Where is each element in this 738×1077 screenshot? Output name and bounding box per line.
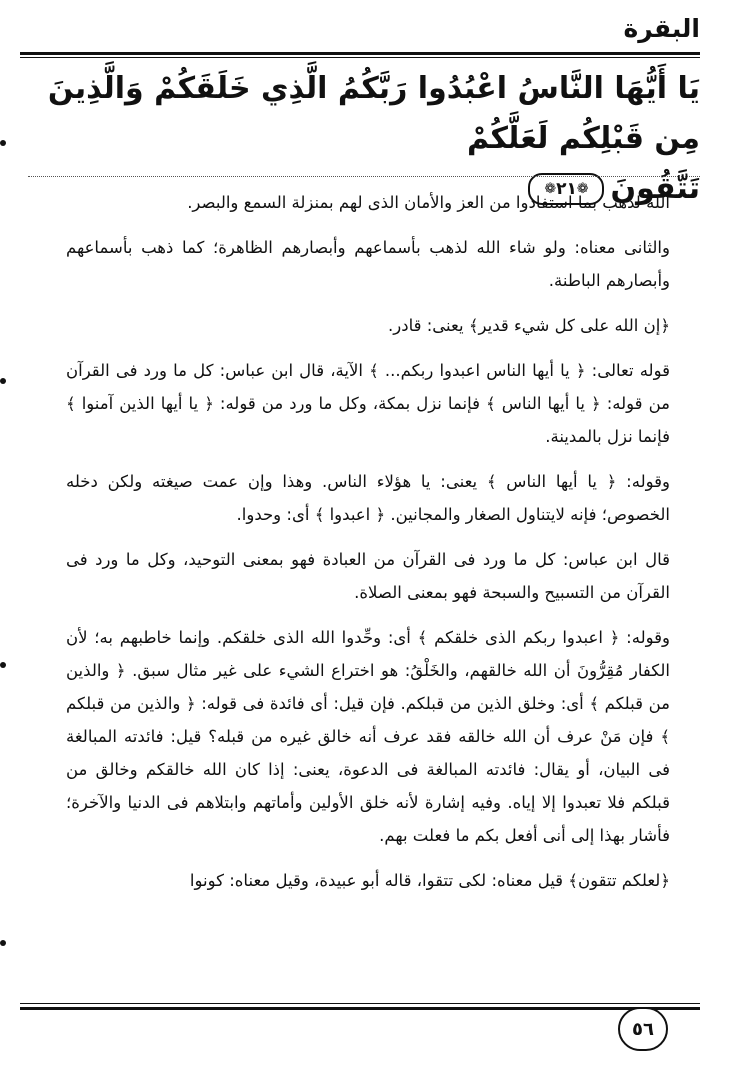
header-rule-thin <box>20 57 700 58</box>
margin-dot-icon <box>0 140 6 146</box>
paragraph: قوله تعالى: ﴿ يا أيها الناس اعبدوا ربكم... ﴾ الآية، قال ابن عباس: كل ما ورد فى القرآن من قوله: ﴿ يا أيها الناس ﴾ فإنما نزل بمكة، وكل ما ورد من قوله: ﴿ يا أيها الذين آمنوا ﴾ فإنما نزل بالمدينة. <box>66 361 670 446</box>
margin-dot-icon <box>0 662 6 668</box>
footer-rule <box>20 1007 700 1010</box>
section-divider <box>28 176 700 177</box>
margin-dot-icon <box>0 378 6 384</box>
paragraph: ﴿إن الله على كل شيء قدير﴾ يعنى: قادر. <box>388 316 670 335</box>
surah-title: البقرة <box>623 14 700 43</box>
paragraph: وقوله: ﴿ اعبدوا ربكم الذى خلقكم ﴾ أى: وحِّدوا الله الذى خلقكم. وإنما خاطبهم به؛ لأن الكفار مُقِرُّونَ أن الله خالقهم، والخَلْقُ: هو اختراع الشيء على غير مثال سبق. ﴿ والذين من قبلكم ﴾ أى: وخلق الذين من قبلكم. فإن قيل: أى فائدة فى قوله: ﴿ والذين من قبلكم ﴾ فإن مَنْ عرف أن الله خالقه فقد عرف أنه خالق غيره من قبله؟ قيل: فائدته المبالغة فى البيان، أو يقال: فائدته المبالغة فى الدعوة، يعنى: إذا كان الله خالقكم وخالق من قبلكم فلا تعبدوا إلا إياه. وفيه إشارة لأنه خلق الأولين وأماتهم وابتلاهم فى الدنيا والآخرة؛ فأشار بهذا إلى أنى أفعل بكم ما فعلت بهم. <box>66 628 670 845</box>
commentary-text <box>66 186 670 909</box>
paragraph: وقوله: ﴿ يا أيها الناس ﴾ يعنى: يا هؤلاء الناس. وهذا وإن عمت صيغته ولكن دخله الخصوص؛ فإنه لايتناول الصغار والمجانين. ﴿ اعبدوا ﴾ أى: وحدوا. <box>66 472 670 524</box>
paragraph: ﴿لعلكم تتقون﴾ قيل معناه: لكى تتقوا، قاله أبو عبيدة، وقيل معناه: كونوا <box>189 871 670 890</box>
verse-line-1: يَا أَيُّهَا النَّاسُ اعْبُدُوا رَبَّكُمُ الَّذِي خَلَقَكُمْ وَالَّذِينَ مِن قَبْلِكُم لَعَلَّكُمْ <box>47 71 700 156</box>
paragraph: قال ابن عباس: كل ما ورد فى القرآن من العبادة فهو بمعنى التوحيد، وكل ما ورد فى القرآن من التسبيح والسبحة فهو بمعنى الصلاة. <box>66 550 670 602</box>
ayah-number: ٢١ <box>556 178 577 199</box>
ayah-ornament-right-icon: ❁ <box>576 181 589 197</box>
page-number: ٥٦ <box>618 1007 668 1051</box>
verse-line-2-text: تَتَّقُونَ <box>610 171 700 206</box>
paragraph: الله لذهب بما استفادوا من العز والأمان الذى لهم بمنزلة السمع والبصر. <box>187 193 670 212</box>
footer-rule-thin <box>20 1003 700 1004</box>
paragraph: والثانى معناه: ولو شاء الله لذهب بأسماعهم وأبصارهم الظاهرة؛ كما ذهب بأسماعهم وأبصارهم الباطنة. <box>66 238 670 290</box>
header-rule <box>20 52 700 55</box>
margin-dot-icon <box>0 940 6 946</box>
ayah-ornament-left-icon: ❁ <box>544 181 557 197</box>
